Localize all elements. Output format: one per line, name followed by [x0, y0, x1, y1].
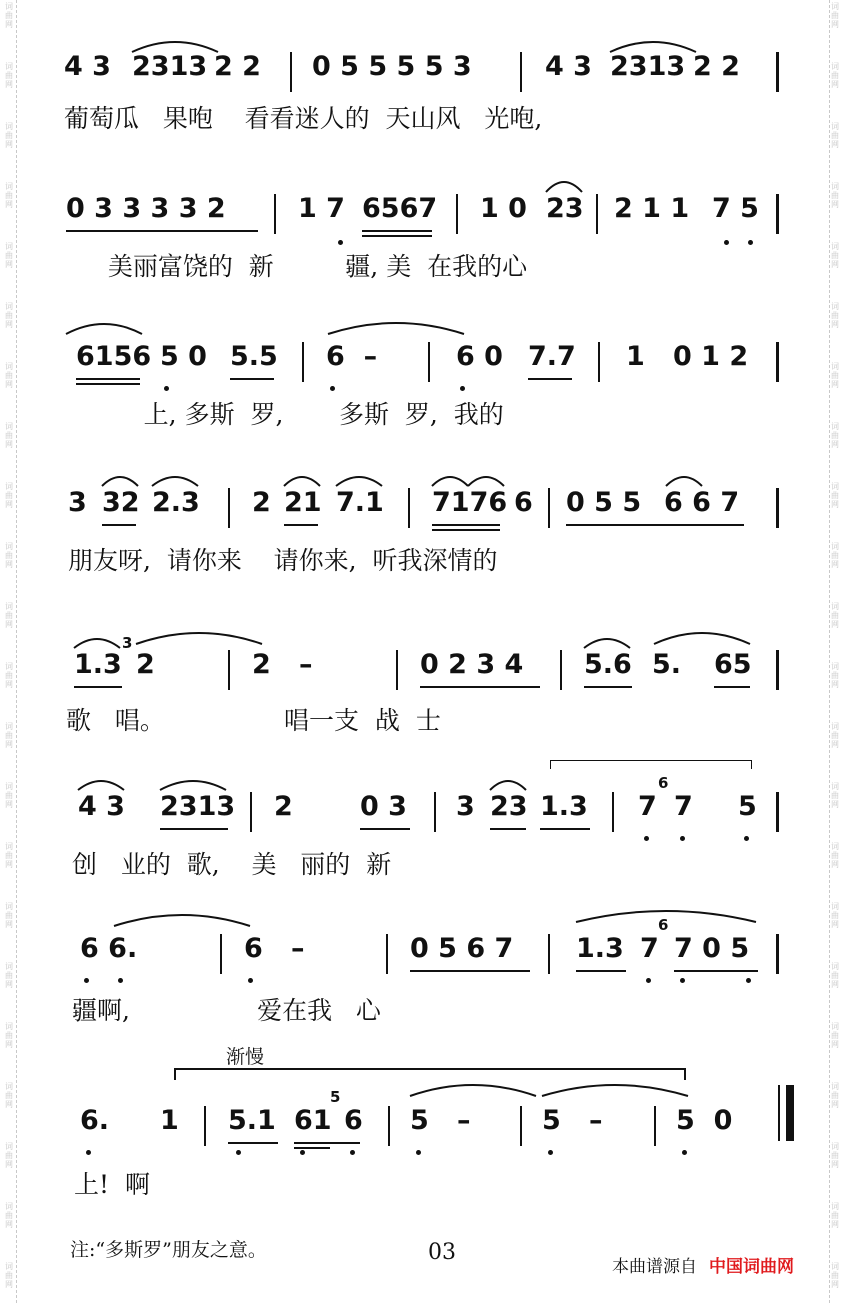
octave-dot — [680, 978, 685, 983]
octave-dot — [86, 1150, 91, 1155]
note-group: 1 — [160, 1105, 179, 1136]
lyric-line: 歌 唱。 唱一支 战 士 — [66, 706, 441, 735]
note-group: 2 2 — [693, 51, 740, 82]
underline-beam — [66, 230, 258, 232]
octave-dot — [350, 1150, 355, 1155]
lyric-line: 美丽富饶的 新 疆, 美 在我的心 — [92, 252, 528, 281]
bar-line — [456, 194, 458, 234]
octave-dot — [118, 978, 123, 983]
note-group: 1.3 — [576, 933, 624, 964]
note-group: 1.3 — [540, 791, 588, 822]
grace-note: 6 — [658, 916, 669, 934]
octave-dot — [748, 240, 753, 245]
final-bar-thin — [778, 1085, 780, 1141]
lyric-line: 葡萄瓜 果咆 看看迷人的 天山风 光咆, — [64, 104, 543, 133]
bar-line — [228, 650, 230, 690]
octave-dot — [646, 978, 651, 983]
note-group: 0 3 3 3 3 2 — [66, 193, 226, 224]
note-group: 7.1 — [336, 487, 384, 518]
bar-line — [428, 342, 430, 382]
watermark-text: 词 曲 网 — [831, 1142, 839, 1169]
watermark-text: 词 曲 网 — [831, 242, 839, 269]
watermark-text: 词 曲 网 — [5, 62, 13, 89]
grace-note: 6 — [658, 774, 669, 792]
underline-beam — [584, 686, 632, 688]
bar-line — [776, 650, 779, 690]
notation-line — [0, 486, 846, 526]
watermark-text: 词 曲 网 — [831, 122, 839, 149]
notation-line — [0, 340, 846, 380]
note-group: 5 — [738, 791, 757, 822]
tuplet-bracket — [550, 760, 752, 769]
bar-line — [596, 194, 598, 234]
slur-mark — [326, 318, 466, 336]
note-group: 5. — [652, 649, 682, 680]
note-group: 2 – — [252, 649, 313, 680]
bar-line — [408, 488, 410, 528]
watermark-text: 词 曲 网 — [5, 1082, 13, 1109]
note-group: 6 — [344, 1105, 363, 1136]
bar-line — [548, 934, 550, 974]
slur-mark — [652, 628, 752, 646]
watermark-text: 词 曲 网 — [5, 122, 13, 149]
note-group: 0 3 — [360, 791, 407, 822]
underline-beam — [420, 686, 540, 688]
slur-mark — [112, 910, 252, 928]
watermark-text: 词 曲 网 — [831, 1022, 839, 1049]
watermark-text: 词 曲 网 — [5, 362, 13, 389]
bar-line — [520, 52, 522, 92]
underline-beam — [102, 524, 136, 526]
watermark-text: 词 曲 网 — [5, 182, 13, 209]
note-group: 2 — [136, 649, 155, 680]
octave-dot — [248, 978, 253, 983]
watermark-text: 词 曲 网 — [5, 602, 13, 629]
note-group: 4 3 — [545, 51, 592, 82]
watermark-text: 词 曲 网 — [831, 842, 839, 869]
underline-beam — [362, 230, 432, 232]
octave-dot — [236, 1150, 241, 1155]
octave-dot — [548, 1150, 553, 1155]
notation-line — [0, 50, 846, 90]
bar-line — [396, 650, 398, 690]
source-site-link[interactable]: 中国词曲网 — [709, 1257, 794, 1277]
note-group: 1.3 — [74, 649, 122, 680]
note-group: 3 — [456, 791, 475, 822]
bar-line — [654, 1106, 656, 1146]
watermark-text: 词 曲 网 — [831, 62, 839, 89]
octave-dot — [744, 836, 749, 841]
underline-beam — [160, 828, 228, 830]
watermark-text: 词 曲 网 — [831, 362, 839, 389]
note-group: 1 0 — [480, 193, 527, 224]
watermark-text: 词 曲 网 — [831, 1082, 839, 1109]
notation-line — [0, 634, 846, 688]
bar-line — [290, 52, 292, 92]
underline-beam — [566, 524, 744, 526]
watermark-text: 词 曲 网 — [5, 242, 13, 269]
bar-line — [204, 1106, 206, 1146]
underline-beam — [714, 686, 750, 688]
octave-dot — [164, 386, 169, 391]
watermark-text: 词 曲 网 — [5, 302, 13, 329]
note-group: 2 — [274, 791, 293, 822]
watermark-text: 词 曲 网 — [831, 482, 839, 509]
tempo-marking: 渐慢 — [226, 1046, 265, 1068]
bar-line — [434, 792, 436, 832]
note-group: 0 5 6 7 — [410, 933, 514, 964]
watermark-text: 词 曲 网 — [5, 2, 13, 29]
note-group: 5 0 — [160, 341, 207, 372]
underline-beam — [284, 524, 318, 526]
note-group: 2313 — [132, 51, 208, 82]
note-group: 7 0 5 — [674, 933, 750, 964]
octave-dot — [338, 240, 343, 245]
note-group: 1 0 1 2 — [626, 341, 749, 372]
bar-line — [386, 934, 388, 974]
watermark-text: 词 曲 网 — [5, 842, 13, 869]
underline-beam — [490, 828, 526, 830]
page-number: 03 — [428, 1240, 456, 1265]
bar-line — [612, 792, 614, 832]
bar-line — [220, 934, 222, 974]
note-group: 2 2 — [214, 51, 261, 82]
note-group: 23 — [490, 791, 528, 822]
grace-note: 5 — [330, 1088, 341, 1106]
note-group: 4 3 — [64, 51, 111, 82]
bar-line — [776, 934, 779, 974]
slur-mark — [408, 1080, 538, 1098]
bar-line — [776, 488, 779, 528]
bar-line — [274, 194, 276, 234]
watermark-text: 词 曲 网 — [831, 422, 839, 449]
note-group: 5.5 — [230, 341, 278, 372]
note-group: 6 0 — [456, 341, 503, 372]
watermark-text: 词 曲 网 — [831, 962, 839, 989]
note-group: 7 — [640, 933, 659, 964]
note-group: 5 – — [410, 1105, 471, 1136]
note-group: 6 – — [326, 341, 378, 372]
bar-line — [776, 194, 779, 234]
bar-line — [228, 488, 230, 528]
bar-line — [776, 792, 779, 832]
watermark-text: 词 曲 网 — [831, 182, 839, 209]
bar-line — [250, 792, 252, 832]
grace-note: 3 — [122, 634, 133, 652]
note-group: 2 — [252, 487, 271, 518]
watermark-text: 词 曲 网 — [5, 1262, 13, 1289]
octave-dot — [84, 978, 89, 983]
octave-dot — [300, 1150, 305, 1155]
octave-dot — [644, 836, 649, 841]
underline-beam — [432, 529, 500, 531]
bar-line — [560, 650, 562, 690]
note-group: 6 6. — [80, 933, 138, 964]
watermark-text: 词 曲 网 — [5, 782, 13, 809]
bar-line — [520, 1106, 522, 1146]
note-group: 6 — [514, 487, 533, 518]
note-group: 4 3 — [78, 791, 125, 822]
watermark-text: 词 曲 网 — [5, 962, 13, 989]
lyric-line: 上! 啊 — [74, 1170, 150, 1199]
note-group: 5.6 — [584, 649, 632, 680]
watermark-text: 词 曲 网 — [5, 422, 13, 449]
note-group: 1 7 — [298, 193, 345, 224]
underline-beam — [540, 828, 590, 830]
octave-dot — [680, 836, 685, 841]
final-bar-thick — [786, 1085, 794, 1141]
note-group: 65 — [714, 649, 752, 680]
watermark-text: 词 曲 网 — [5, 722, 13, 749]
slur-mark — [540, 1080, 690, 1098]
note-group: 2313 — [610, 51, 686, 82]
watermark-text: 词 曲 网 — [831, 1262, 839, 1289]
note-group: 23 — [546, 193, 584, 224]
octave-dot — [682, 1150, 687, 1155]
note-group: 7.7 — [528, 341, 576, 372]
note-group: 6 – — [244, 933, 305, 964]
bar-line — [776, 52, 779, 92]
footnote: 注:“多斯罗”朋友之意。 — [70, 1239, 267, 1261]
source-credit — [612, 1252, 794, 1277]
octave-dot — [746, 978, 751, 983]
octave-dot — [330, 386, 335, 391]
underline-beam — [360, 828, 410, 830]
watermark-text: 词 曲 网 — [831, 2, 839, 29]
note-group: 7 — [638, 791, 657, 822]
bar-line — [302, 342, 304, 382]
watermark-text: 词 曲 网 — [831, 662, 839, 689]
underline-beam — [528, 378, 572, 380]
underline-beam — [76, 383, 140, 385]
watermark-text: 词 曲 网 — [831, 1202, 839, 1229]
tempo-bracket — [174, 1068, 686, 1080]
note-group: 32 — [102, 487, 140, 518]
lyric-line: 创 业的 歌, 美 丽的 新 — [72, 850, 392, 879]
watermark-text: 词 曲 网 — [831, 602, 839, 629]
note-group: 2 1 1 — [614, 193, 690, 224]
note-group: 2313 — [160, 791, 236, 822]
slur-mark — [134, 628, 264, 646]
notation-line — [0, 192, 846, 232]
underline-beam — [432, 524, 500, 526]
watermark-text: 词 曲 网 — [5, 1142, 13, 1169]
underline-beam — [228, 1142, 278, 1144]
watermark-text: 词 曲 网 — [831, 782, 839, 809]
note-group: 0 5 5 — [566, 487, 642, 518]
watermark-text: 词 曲 网 — [831, 302, 839, 329]
note-group: 6. — [80, 1105, 110, 1136]
underline-beam — [576, 970, 626, 972]
underline-beam — [230, 378, 274, 380]
note-group: 7 — [674, 791, 693, 822]
watermark-text: 词 曲 网 — [831, 542, 839, 569]
note-group: 5 – — [542, 1105, 603, 1136]
notation-line — [0, 774, 846, 830]
octave-dot — [724, 240, 729, 245]
note-group: 21 — [284, 487, 322, 518]
lyric-line: 朋友呀, 请你来 请你来, 听我深情的 — [68, 546, 498, 575]
octave-dot — [460, 386, 465, 391]
bar-line — [548, 488, 550, 528]
slur-mark — [64, 318, 144, 336]
note-group: 61 — [294, 1105, 332, 1136]
watermark-text: 词 曲 网 — [5, 902, 13, 929]
underline-beam — [362, 235, 432, 237]
bar-line — [776, 342, 779, 382]
underline-beam — [674, 970, 758, 972]
note-group: 6156 — [76, 341, 152, 372]
note-group: 6567 — [362, 193, 438, 224]
watermark-text: 词 曲 网 — [5, 1022, 13, 1049]
note-group: 0 5 5 5 5 3 — [312, 51, 472, 82]
underline-beam — [294, 1142, 360, 1144]
note-group: 7 5 — [712, 193, 759, 224]
watermark-text: 词 曲 网 — [5, 1202, 13, 1229]
note-group: 7176 — [432, 487, 508, 518]
note-group: 6 6 7 — [664, 487, 740, 518]
watermark-text: 词 曲 网 — [831, 722, 839, 749]
note-group: 3 — [68, 487, 87, 518]
note-group: 5 0 — [676, 1105, 733, 1136]
lyric-line: 疆啊, 爱在我 心 — [72, 996, 381, 1025]
note-group: 0 2 3 4 — [420, 649, 524, 680]
source-prefix: 本曲谱源自 — [612, 1257, 697, 1277]
watermark-text: 词 曲 网 — [831, 902, 839, 929]
watermark-text: 词 曲 网 — [5, 542, 13, 569]
note-group: 2.3 — [152, 487, 200, 518]
underline-beam — [294, 1147, 330, 1149]
underline-beam — [76, 378, 140, 380]
notation-line — [0, 916, 846, 972]
underline-beam — [74, 686, 122, 688]
watermark-text: 词 曲 网 — [5, 482, 13, 509]
note-group: 5.1 — [228, 1105, 276, 1136]
bar-line — [598, 342, 600, 382]
bar-line — [388, 1106, 390, 1146]
underline-beam — [410, 970, 530, 972]
watermark-text: 词 曲 网 — [5, 662, 13, 689]
octave-dot — [416, 1150, 421, 1155]
lyric-line: 上, 多斯 罗, 多斯 罗, 我的 — [96, 400, 504, 429]
